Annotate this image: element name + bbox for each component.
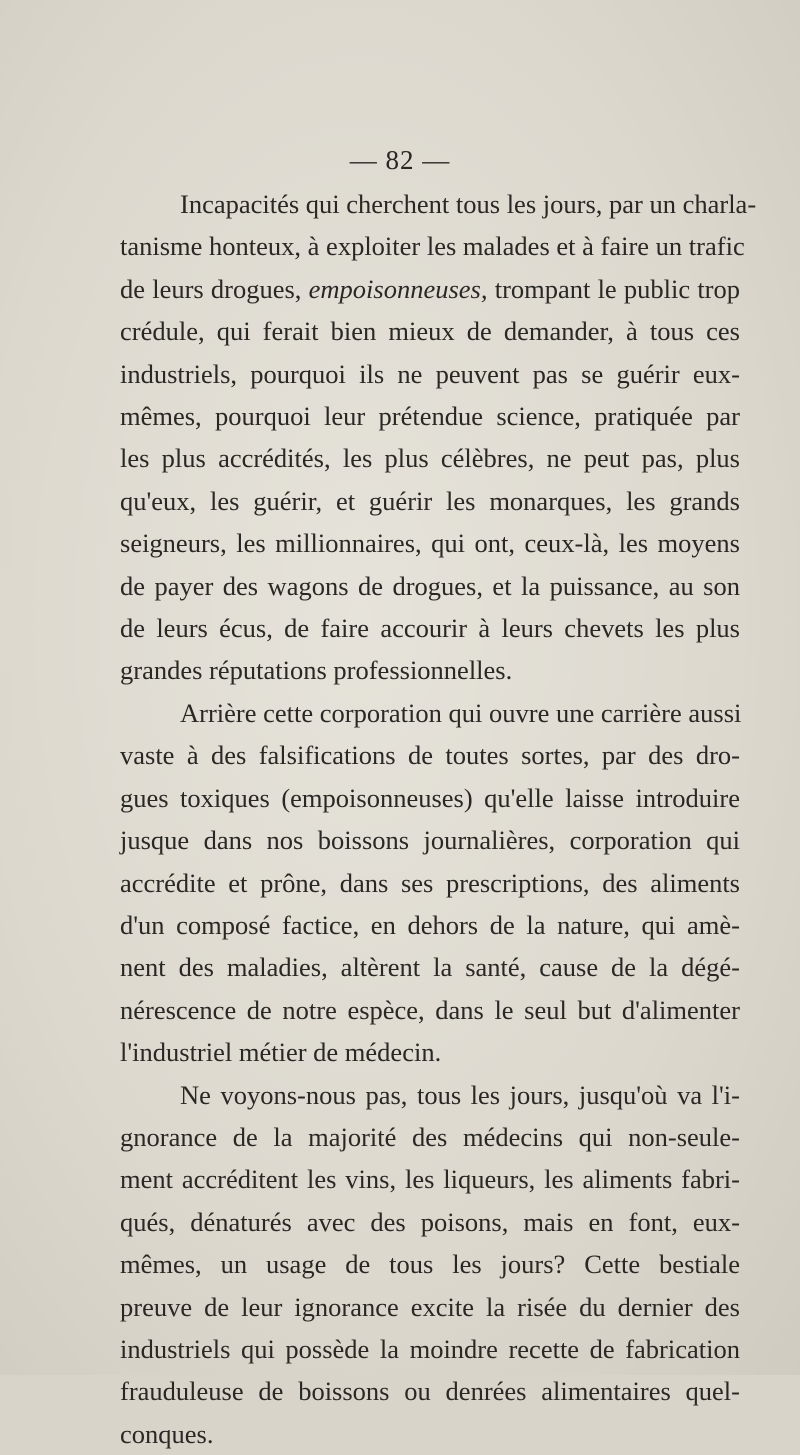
text-line: jusque dans nos boissons journalières, corporation qui xyxy=(120,825,740,856)
text-line: Ne voyons-nous pas, tous les jours, jusqu'où va l'i- xyxy=(180,1079,740,1110)
paragraph-2 xyxy=(120,692,740,1074)
text-line xyxy=(120,268,740,310)
text-line: conques. xyxy=(120,1418,214,1449)
text-line: l'industriel métier de médecin. xyxy=(120,1037,442,1068)
text-line: accrédite et prône, dans ses prescriptions, des aliments xyxy=(120,867,740,898)
text-line: nent des maladies, altèrent la santé, cause de la dégé- xyxy=(120,952,740,983)
text-line: frauduleuse de boissons ou denrées alimentaires quel- xyxy=(120,1376,740,1407)
text-line: Arrière cette corporation qui ouvre une carrière aussi xyxy=(180,697,742,728)
text-line: mêmes, un usage de tous les jours? Cette bestiale xyxy=(120,1249,740,1280)
body-text xyxy=(120,183,757,1455)
text-segment: trompant le public trop xyxy=(494,273,741,304)
text-line: gues toxiques (empoisonneuses) qu'elle laisse introduire xyxy=(120,782,740,813)
text-line: tanisme honteux, à exploiter les malades et à faire un trafic xyxy=(120,231,745,262)
text-line: industriels, pourquoi ils ne peuvent pas se guérir eux- xyxy=(120,358,740,389)
text-line: d'un composé factice, en dehors de la nature, qui amè- xyxy=(120,909,740,940)
paragraph-1 xyxy=(120,183,757,692)
text-line: ment accréditent les vins, les liqueurs, les aliments fabri- xyxy=(120,1164,740,1195)
text-line: les plus accrédités, les plus célèbres, ne peut pas, plus xyxy=(120,443,740,474)
page-number: — 82 — xyxy=(349,145,451,175)
text-line: qu'eux, les guérir, et guérir les monarques, les grands xyxy=(120,485,740,516)
text-line: grandes réputations professionnelles. xyxy=(120,655,513,686)
text-line: vaste à des falsifications de toutes sortes, par des dro- xyxy=(120,740,740,771)
text-line: industriels qui possède la moindre recette de fabrication xyxy=(120,1333,740,1364)
text-line: de leurs écus, de faire accourir à leurs chevets les plus xyxy=(120,613,740,644)
text-line: Incapacités qui cherchent tous les jours, par un charla- xyxy=(180,189,757,219)
paragraph-3 xyxy=(120,1074,740,1455)
text-line: mêmes, pourquoi leur prétendue science, pratiquée par xyxy=(120,401,740,432)
text-line: seigneurs, les millionnaires, qui ont, ceux-là, les moyens xyxy=(120,528,740,559)
text-line: crédule, qui ferait bien mieux de demander, à tous ces xyxy=(120,316,740,347)
text-line: nérescence de notre espèce, dans le seul but d'alimenter xyxy=(120,994,740,1025)
text-line: preuve de leur ignorance excite la risée du dernier des xyxy=(120,1291,740,1322)
text-line: qués, dénaturés avec des poisons, mais en font, eux- xyxy=(120,1206,740,1237)
italic-word: empoisonneuses, xyxy=(308,273,488,304)
text-line: gnorance de la majorité des médecins qui non-seule- xyxy=(120,1121,740,1152)
text-segment: de leurs drogues, xyxy=(120,273,302,304)
text-line: de payer des wagons de drogues, et la puissance, au son xyxy=(120,570,740,601)
